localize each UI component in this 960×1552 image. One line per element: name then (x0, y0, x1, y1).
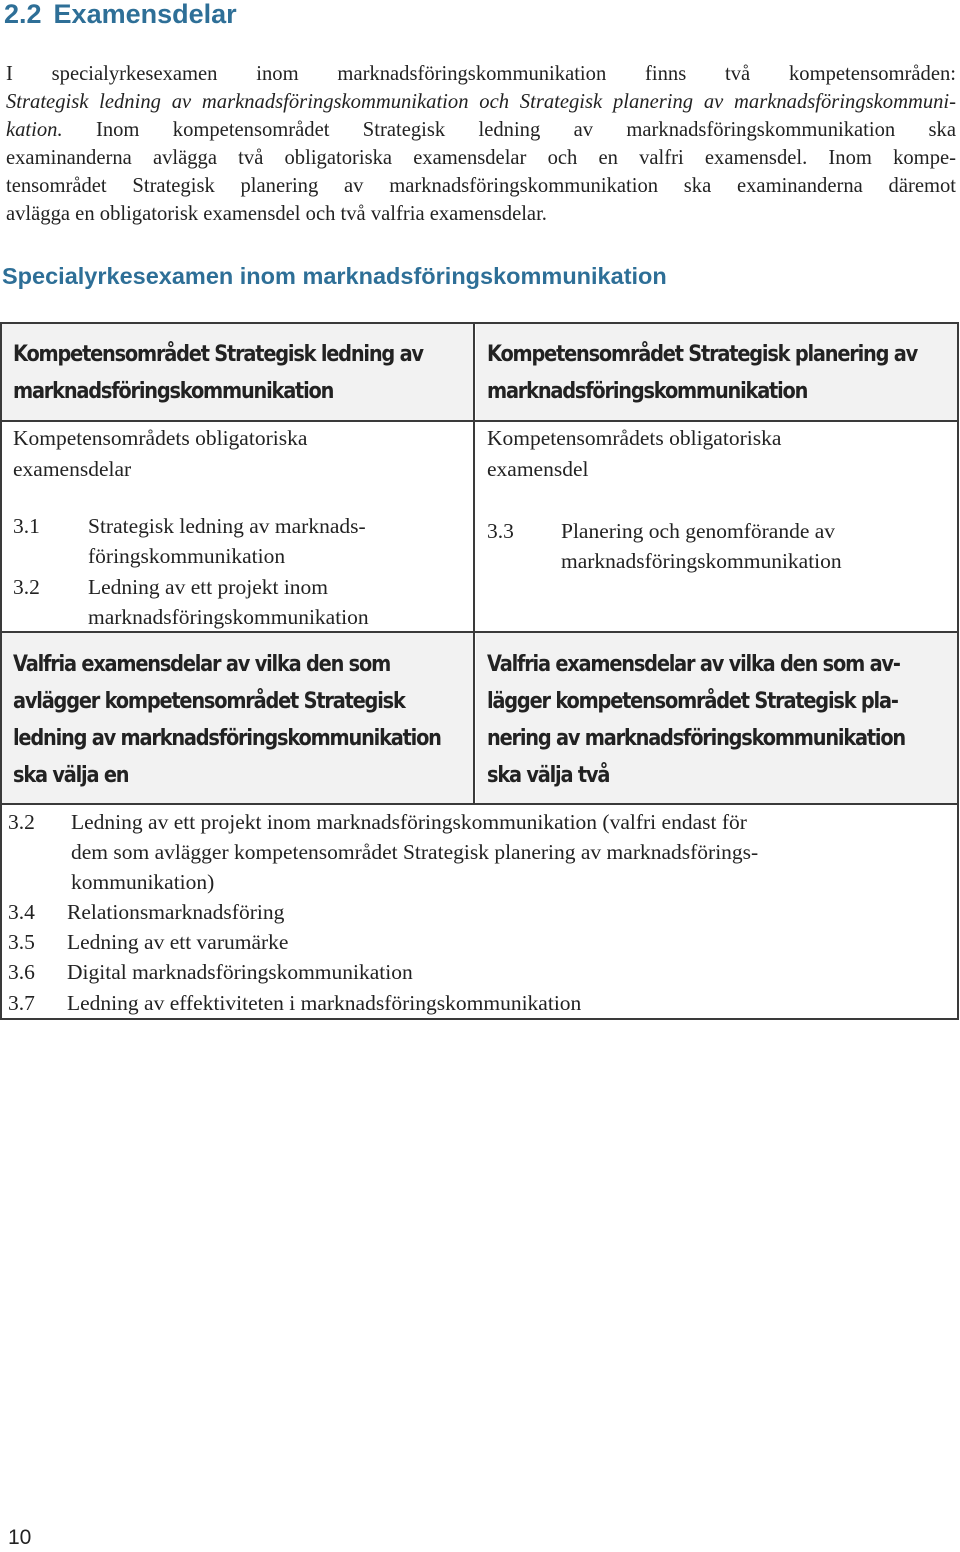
intro-line: examinanderna avlägga två obligatoriska examensdelar och en valfri examensdel. Inom kompe- (6, 147, 956, 169)
table-divider (0, 420, 959, 422)
table-column-divider (473, 322, 475, 805)
right-competence-heading: Kompetensområdet Strategisk planering av marknadsföringskommunikation (487, 341, 918, 404)
intro-line (6, 88, 956, 116)
section-title: Examensdelar (53, 0, 237, 29)
page-number: 10 (8, 1526, 32, 1549)
intro-line (6, 116, 956, 144)
intro-paragraph (6, 60, 956, 228)
intro-line: tensområdet Strategisk planering av marknadsföringskommunikation ska examinanderna däremot (6, 175, 956, 197)
intro-italic: kation. (6, 119, 63, 141)
intro-text: Inom kompetensområdet Strategisk ledning av marknadsföringskommunikation ska (62, 119, 956, 141)
intro-line: avlägga en obligatorisk examensdel och två valfria examensdelar. (6, 203, 547, 225)
intro-line: I specialyrkesexamen inom marknadsföringskommunikation finns två kompetensområden: (6, 63, 956, 85)
intro-italic: Strategisk ledning av marknadsföringskommunikation och Strategisk planering av marknadsföringskommuni- (6, 91, 956, 113)
table-divider (0, 803, 959, 805)
section-heading (4, 0, 237, 34)
left-competence-heading: Kompetensområdet Strategisk ledning av marknadsföringskommunikation (13, 341, 423, 404)
table-title: Specialyrkesexamen inom marknadsföringskommunikation (2, 263, 667, 289)
right-mandatory-label: Kompetensområdets obligatoriska examensdel (487, 426, 782, 481)
left-mandatory-label: Kompetensområdets obligatoriska examensdelar (13, 426, 308, 481)
section-number: 2.2 (4, 0, 42, 29)
left-optional-heading: Valfria examensdelar av vilka den som avlägger kompetensområdet Strategisk ledning av marknadsföringskommunikation ska välja en (13, 651, 441, 788)
right-optional-heading: Valfria examensdelar av vilka den som av- lägger kompetensområdet Strategisk pla- nering av marknadsföringskommunikation ska välja två (487, 651, 905, 788)
